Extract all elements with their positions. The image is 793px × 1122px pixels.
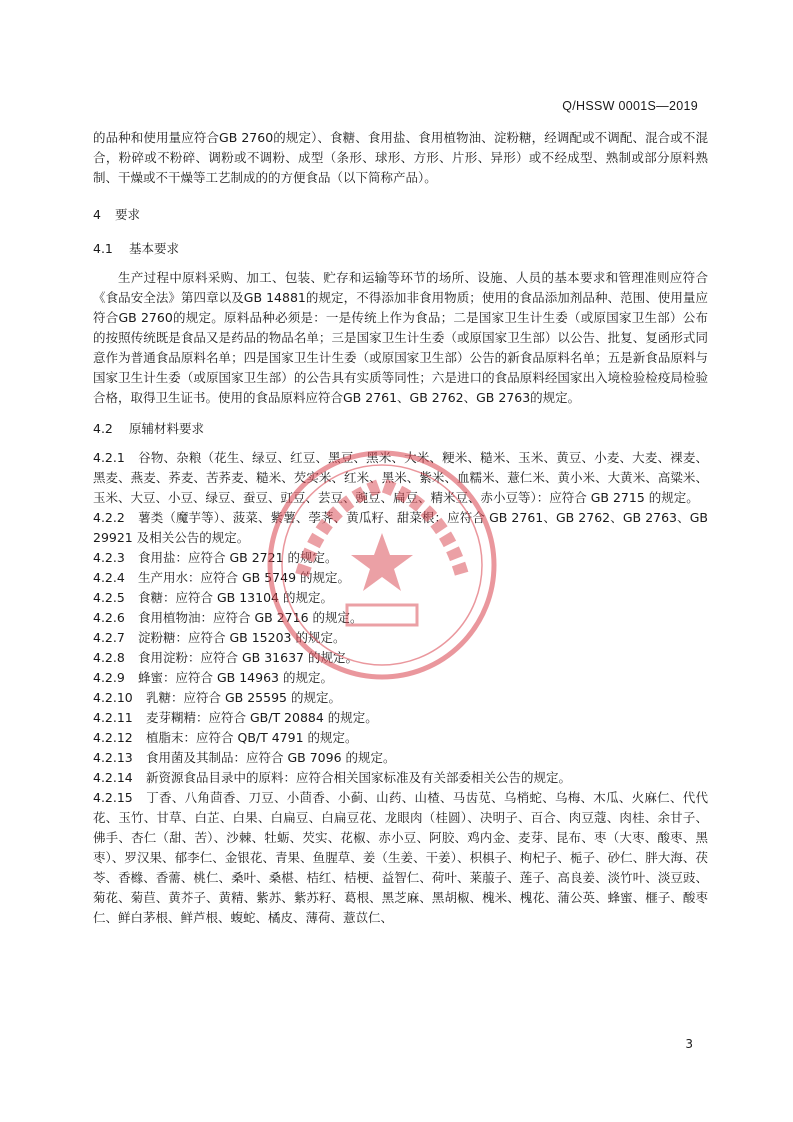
item-number: 4.2.15 bbox=[93, 790, 133, 805]
section-number: 4.1 bbox=[93, 241, 113, 256]
list-item bbox=[93, 668, 708, 688]
document-body bbox=[93, 128, 708, 928]
item-text: 丁香、八角茴香、刀豆、小茴香、小蓟、山药、山楂、马齿苋、乌梢蛇、乌梅、木瓜、火麻仁、代代花、玉竹、甘草、白芷、白果、白扁豆、白扁豆花、龙眼肉（桂圆）、决明子、百合、肉豆蔻、肉桂、余甘子、佛手、杏仁（甜、苦）、沙棘、牡蛎、芡实、花椒、赤小豆、阿胶、鸡内金、麦芽、昆布、枣（大枣、酸枣、黑枣）、罗汉果、郁李仁、金银花、青果、鱼腥草、姜（生姜、干姜）、枳椇子、枸杞子、栀子、砂仁、胖大海、茯苓、香橼、香薷、桃仁、桑叶、桑椹、桔红、桔梗、益智仁、荷叶、莱菔子、莲子、高良姜、淡竹叶、淡豆豉、菊花、菊苣、黄芥子、黄精、紫苏、紫苏籽、葛根、黑芝麻、黑胡椒、槐米、槐花、蒲公英、蜂蜜、榧子、酸枣仁、鲜白茅根、鲜芦根、蝮蛇、橘皮、薄荷、薏苡仁、 bbox=[93, 790, 708, 925]
list-item bbox=[93, 568, 708, 588]
section-number: 4.2 bbox=[93, 421, 113, 436]
list-item bbox=[93, 628, 708, 648]
item-number: 4.2.7 bbox=[93, 630, 125, 645]
section-4-2-heading bbox=[93, 419, 708, 439]
item-text: 食糖：应符合 GB 13104 的规定。 bbox=[138, 590, 333, 605]
list-item bbox=[93, 788, 708, 928]
item-text: 麦芽糊精：应符合 GB/T 20884 的规定。 bbox=[146, 710, 378, 725]
item-text: 食用盐：应符合 GB 2721 的规定。 bbox=[138, 550, 338, 565]
section-title: 原辅材料要求 bbox=[129, 421, 205, 436]
list-item bbox=[93, 728, 708, 748]
item-text: 生产用水：应符合 GB 5749 的规定。 bbox=[138, 570, 350, 585]
item-text: 植脂末：应符合 QB/T 4791 的规定。 bbox=[146, 730, 358, 745]
list-item bbox=[93, 708, 708, 728]
item-text: 蜂蜜：应符合 GB 14963 的规定。 bbox=[138, 670, 333, 685]
item-number: 4.2.14 bbox=[93, 770, 133, 785]
list-item bbox=[93, 448, 708, 508]
item-text: 薯类（魔芋等）、菠菜、紫薯、荸荠、黄瓜籽、甜菜根：应符合 GB 2761、GB 2762、GB 2763、GB 29921 及相关公告的规定。 bbox=[93, 510, 708, 545]
section-number: 4 bbox=[93, 207, 101, 222]
item-number: 4.2.9 bbox=[93, 670, 125, 685]
section-4-heading bbox=[93, 205, 708, 225]
list-item bbox=[93, 608, 708, 628]
list-item bbox=[93, 588, 708, 608]
page-number: 3 bbox=[685, 1037, 693, 1051]
item-number: 4.2.6 bbox=[93, 610, 125, 625]
list-item bbox=[93, 748, 708, 768]
list-item bbox=[93, 508, 708, 548]
item-number: 4.2.13 bbox=[93, 750, 133, 765]
item-number: 4.2.3 bbox=[93, 550, 125, 565]
list-item bbox=[93, 688, 708, 708]
section-title: 基本要求 bbox=[129, 241, 180, 256]
section-title: 要求 bbox=[115, 207, 141, 222]
item-text: 食用菌及其制品：应符合 GB 7096 的规定。 bbox=[146, 750, 396, 765]
materials-list bbox=[93, 448, 708, 928]
item-number: 4.2.12 bbox=[93, 730, 133, 745]
item-number: 4.2.8 bbox=[93, 650, 125, 665]
item-number: 4.2.11 bbox=[93, 710, 133, 725]
item-text: 乳糖：应符合 GB 25595 的规定。 bbox=[146, 690, 341, 705]
item-number: 4.2.10 bbox=[93, 690, 133, 705]
item-number: 4.2.5 bbox=[93, 590, 125, 605]
intro-paragraph: 的品种和使用量应符合GB 2760的规定）、食糖、食用盐、食用植物油、淀粉糖，经调配或不调配、混合或不混合，粉碎或不粉碎、调粉或不调粉、成型（条形、球形、方形、片形、异形）或不经成型、熟制或部分原料熟制、干燥或不干燥等工艺制成的的方便食品（以下简称产品）。 bbox=[93, 130, 708, 185]
item-text: 谷物、杂粮（花生、绿豆、红豆、黑豆、黑米、大米、粳米、糙米、玉米、黄豆、小麦、大麦、裸麦、黑麦、燕麦、荞麦、苦荞麦、糙米、芡实米、红米、黑米、紫米、血糯米、薏仁米、黄小米、大黄米、高粱米、玉米、大豆、小豆、绿豆、蚕豆、豇豆、芸豆、豌豆、扁豆、精米豆、赤小豆等）：应符合 GB 2715 的规定。 bbox=[93, 450, 708, 505]
item-number: 4.2.1 bbox=[93, 450, 125, 465]
item-text: 新资源食品目录中的原料：应符合相关国家标准及有关部委相关公告的规定。 bbox=[146, 770, 572, 785]
list-item bbox=[93, 548, 708, 568]
item-number: 4.2.4 bbox=[93, 570, 125, 585]
item-text: 食用植物油：应符合 GB 2716 的规定。 bbox=[138, 610, 363, 625]
document-code: Q/HSSW 0001S—2019 bbox=[562, 99, 698, 113]
item-number: 4.2.2 bbox=[93, 510, 125, 525]
section-4-1-heading bbox=[93, 239, 708, 259]
list-item bbox=[93, 768, 708, 788]
basic-requirements-paragraph: 生产过程中原料采购、加工、包装、贮存和运输等环节的场所、设施、人员的基本要求和管理准则应符合《食品安全法》第四章以及GB 14881的规定，不得添加非食用物质；使用的食品添加剂品种、范围、使用量应符合GB 2760的规定。原料品种必须是：一是传统上作为食品；二是国家卫生计生委（或原国家卫生部）公布的按照传统既是食品又是药品的物品名单；三是国家卫生计生委（或原国家卫生部）以公告、批复、复函形式同意作为普通食品原料名单；四是国家卫生计生委（或原国家卫生部）公告的新食品原料名单；五是新食品原料与国家卫生计生委（或原国家卫生部）的公告具有实质等同性；六是进口的食品原料经国家出入境检验检疫局检验合格，取得卫生证书。使用的食品原料应符合GB 2761、GB 2762、GB 2763的规定。 bbox=[93, 270, 708, 405]
list-item bbox=[93, 648, 708, 668]
item-text: 淀粉糖：应符合 GB 15203 的规定。 bbox=[138, 630, 346, 645]
item-text: 食用淀粉：应符合 GB 31637 的规定。 bbox=[138, 650, 358, 665]
